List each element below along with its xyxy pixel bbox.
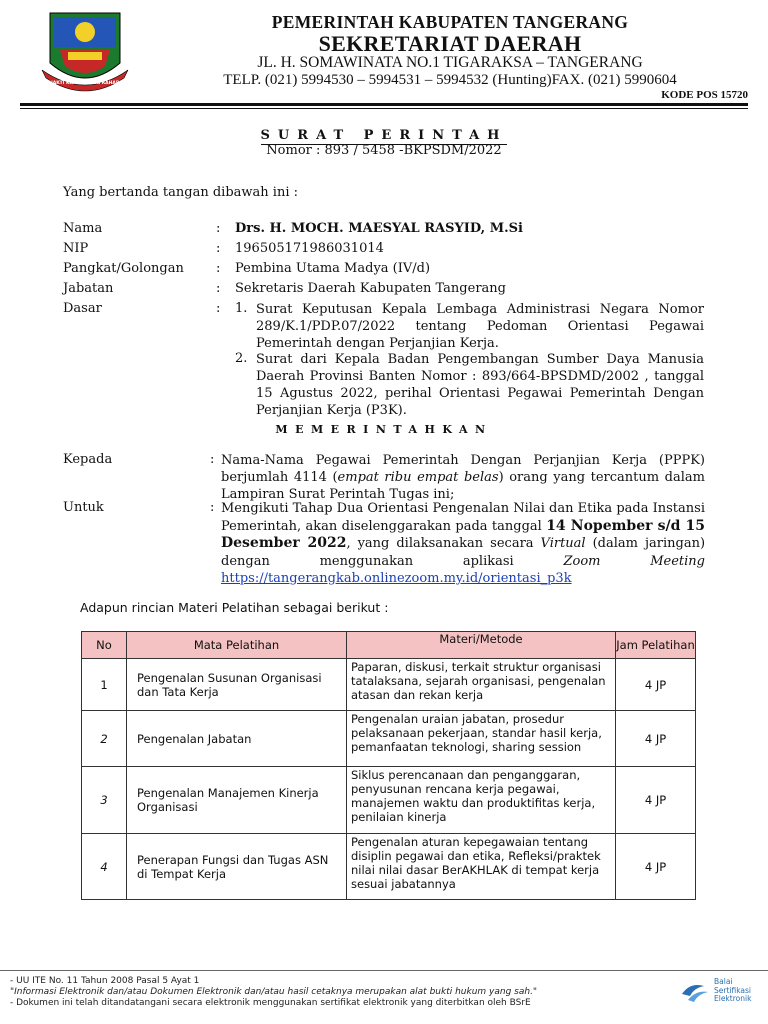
nama-value: Drs. H. MOCH. MAESYAL RASYID, M.Si <box>235 221 523 236</box>
colon: : <box>216 221 221 236</box>
dasar-item: Surat dari Kepala Badan Pengembangan Sumber Daya Manusia Daerah Provinsi Banten Nomor : 893/664-BPSDMD/2002 , tanggal 15 Agustus 2022, perihal Orientasi Pegawai Pemerintah Dengan Perjanjian Kerja (P3K). <box>256 352 704 418</box>
kop-alamat: JL. H. SOMAWINATA NO.1 TIGARAKSA – TANGERANG <box>257 54 643 71</box>
kop-pemerintah: PEMERINTAH KABUPATEN TANGERANG <box>271 12 629 32</box>
materi-table <box>81 631 696 900</box>
jabatan-label: Jabatan <box>63 281 114 296</box>
row-no: 3 <box>82 767 127 834</box>
footer-line: "Informasi Elektronik dan/atau Dokumen Elektronik dan/atau hasil cetaknya merupakan alat bukti hukum yang sah." <box>10 987 538 997</box>
row-mata-pelatihan: Penerapan Fungsi dan Tugas ASN di Tempat Kerja <box>127 834 347 900</box>
dasar-number: 1. <box>235 301 248 316</box>
kepada-label: Kepada <box>63 452 113 467</box>
row-no: 2 <box>82 711 127 767</box>
colon: : <box>216 301 221 316</box>
row-mata-pelatihan: Pengenalan Jabatan <box>127 711 347 767</box>
rincian-intro: Adapun rincian Materi Pelatihan sebagai berikut : <box>80 600 389 615</box>
bsre-logo-icon <box>680 980 710 1004</box>
kode-pos: KODE POS 15720 <box>661 89 748 101</box>
table-row <box>82 711 696 767</box>
nip-value: 196505171986031014 <box>235 241 384 256</box>
letterhead-rule-thin <box>20 108 748 109</box>
row-mata-pelatihan: Pengenalan Susunan Organisasi dan Tata Kerja <box>127 659 347 711</box>
kop-telepon: TELP. (021) 5994530 – 5994531 – 5994532 (Hunting)FAX. (021) 5990604 <box>223 72 677 88</box>
nip-label: NIP <box>63 241 89 256</box>
letterhead-rule-thick <box>20 103 748 106</box>
footer-notes <box>10 976 537 1009</box>
bsre-label: Balai Sertifikasi Elektronik <box>714 977 752 1003</box>
row-no: 1 <box>82 659 127 711</box>
table-row <box>82 659 696 711</box>
row-materi: Siklus perencanaan dan penganggaran, penyusunan rencana kerja pegawai, manajemen waktu dan produktifitas kerja, penilaian kinerja <box>347 767 616 834</box>
pangkat-value: Pembina Utama Madya (IV/d) <box>235 261 431 276</box>
untuk-text: Mengikuti Tahap Dua Orientasi Pengenalan Nilai dan Etika pada Instansi Pemerintah, akan diselenggarakan pada tanggal 14 Nopember s/d 15 Desember 2022, yang dilaksanakan secara Virtual (dalam jaringan) dengan menggunakan aplikasi Zoom Meeting https://tangerangkab.onlinezoom.my.id/orientasi_p3k <box>221 501 706 586</box>
colon: : <box>216 241 221 256</box>
dasar-label: Dasar <box>63 301 102 316</box>
row-jam: 4 JP <box>616 767 696 834</box>
header-mata-pelatihan: Mata Pelatihan <box>127 632 347 659</box>
untuk-label: Untuk <box>63 500 104 515</box>
document-title: SURAT PERINTAH <box>260 128 508 143</box>
svg-text:BHAKTI KARYA KERTA RAHARJA: BHAKTI KARYA KERTA RAHARJA <box>45 81 125 86</box>
table-header-row <box>82 632 696 659</box>
row-jam: 4 JP <box>616 834 696 900</box>
row-materi: Pengenalan aturan kepegawaian tentang disiplin pegawai dan etika, Refleksi/praktek nilai nilai dasar BerAKHLAK di tempat kerja sesuai jabatannya <box>347 834 616 900</box>
header-no: No <box>82 632 127 659</box>
dasar-item: Surat Keputusan Kepala Lembaga Administrasi Negara Nomor 289/K.1/PDP.07/2022 tentang Pedoman Orientasi Pegawai Pemerintah dengan Perjanjian Kerja. <box>256 302 704 351</box>
footer-divider <box>0 970 768 971</box>
memerintahkan-heading: MEMERINTAHKAN <box>275 423 493 436</box>
colon: : <box>210 500 215 515</box>
table-row <box>82 834 696 900</box>
intro-text: Yang bertanda tangan dibawah ini : <box>63 185 298 200</box>
table-row <box>82 767 696 834</box>
kop-sekretariat: SEKRETARIAT DAERAH <box>318 31 582 56</box>
row-materi: Pengenalan uraian jabatan, prosedur pelaksanaan pekerjaan, standar hasil kerja, pemanfaatan teknologi, sharing session <box>347 711 616 767</box>
row-no: 4 <box>82 834 127 900</box>
nama-label: Nama <box>63 221 103 236</box>
colon: : <box>216 261 221 276</box>
tangerang-regency-emblem <box>20 8 150 98</box>
header-materi: Materi/Metode <box>347 632 616 659</box>
row-materi: Paparan, diskusi, terkait struktur organisasi tatalaksana, sejarah organisasi, pengenalan atasan dan rekan kerja <box>347 659 616 711</box>
dasar-number: 2. <box>235 351 248 366</box>
footer-line: - UU ITE No. 11 Tahun 2008 Pasal 5 Ayat 1 <box>10 976 200 986</box>
colon: : <box>216 281 221 296</box>
footer-line: - Dokumen ini telah ditandatangani secara elektronik menggunakan sertifikat elektronik yang diterbitkan oleh BSrE <box>10 998 531 1008</box>
document-number: Nomor : 893 / 5458 -BKPSDM/2022 <box>266 143 502 158</box>
row-jam: 4 JP <box>616 711 696 767</box>
pangkat-label: Pangkat/Golongan <box>63 261 184 276</box>
row-jam: 4 JP <box>616 659 696 711</box>
kepada-text: Nama-Nama Pegawai Pemerintah Dengan Perjanjian Kerja (PPPK) berjumlah 4114 (empat ribu empat belas) orang yang tercantum dalam Lampiran Surat Perintah Tugas ini; <box>221 453 705 502</box>
zoom-meeting-link[interactable]: https://tangerangkab.onlinezoom.my.id/orientasi_p3k <box>221 571 572 586</box>
colon: : <box>210 452 215 467</box>
header-jam: Jam Pelatihan <box>616 632 696 659</box>
jabatan-value: Sekretaris Daerah Kabupaten Tangerang <box>235 281 506 296</box>
row-mata-pelatihan: Pengenalan Manajemen Kinerja Organisasi <box>127 767 347 834</box>
